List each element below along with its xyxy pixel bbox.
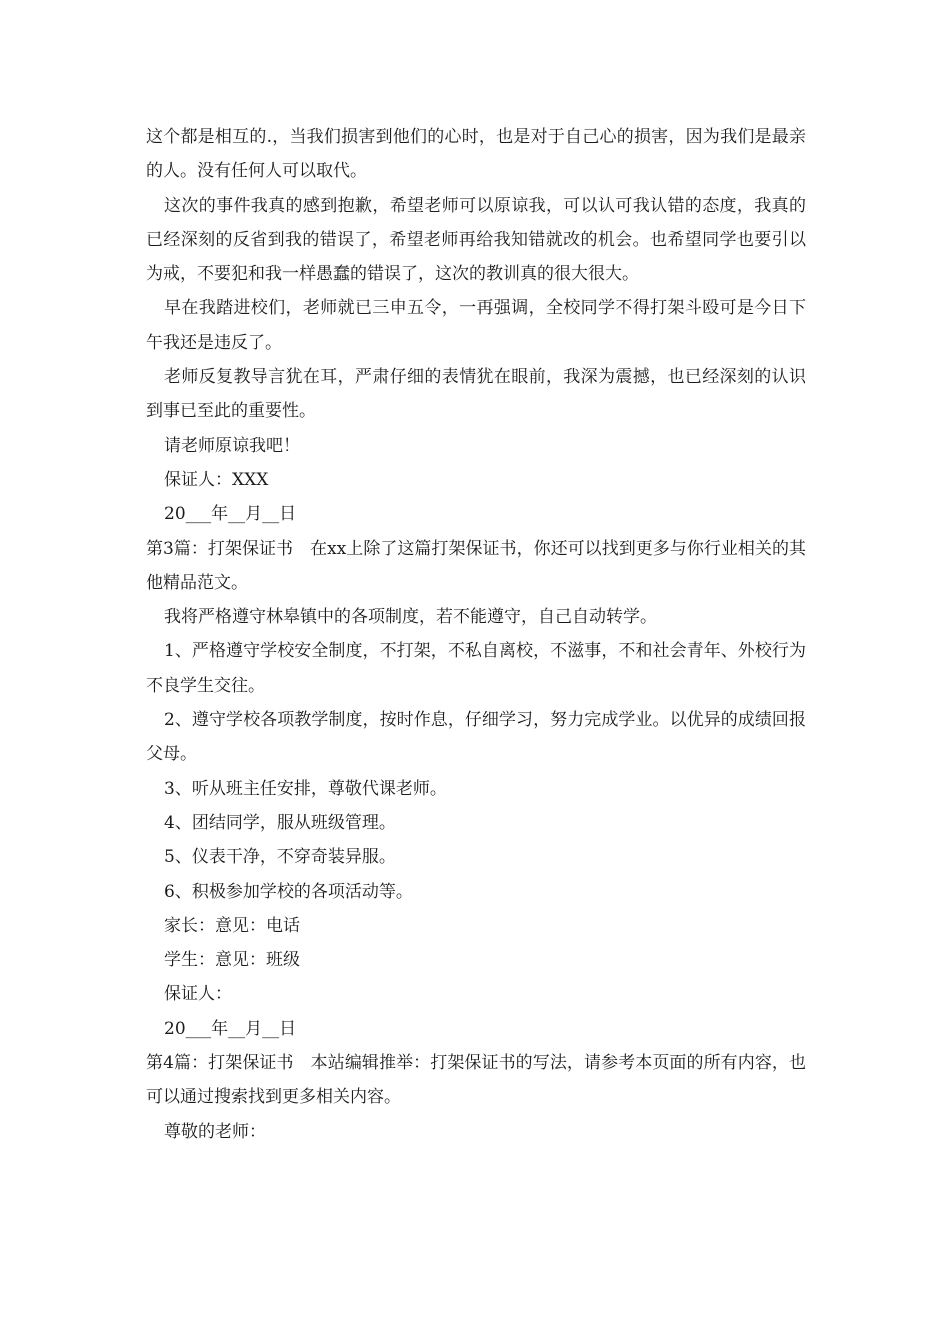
closing-line: 请老师原谅我吧！ — [164, 435, 300, 456]
paragraph: 早在我踏进校们，老师就已三申五令，一再强调，全校同学不得打架斗殴可是今日下午我还是违反了。 — [146, 298, 806, 353]
salutation-line: 尊敬的老师： — [164, 1121, 266, 1142]
list-item: 4、团结同学，服从班级管理。 — [164, 812, 396, 833]
list-item: 6、积极参加学校的各项活动等。 — [164, 881, 413, 902]
student-line: 学生：意见：班级 — [164, 950, 300, 971]
list-item: 5、仪表干净，不穿奇装异服。 — [164, 847, 396, 868]
paragraph: 这次的事件我真的感到抱歉，希望老师可以原谅我，可以认可我认错的态度，我真的已经深刻的反省到我的错误了，希望老师再给我知错就改的机会。也希望同学也要引以为戒，不要犯和我一样愚蠢的错误了，这次的教训真的很大很大。 — [146, 195, 806, 285]
document-body — [146, 120, 806, 1149]
guarantor-line: 保证人： — [164, 984, 232, 1005]
paragraph: 这个都是相互的.，当我们损害到他们的心时，也是对于自己心的损害，因为我们是最亲的人。没有任何人可以取代。 — [146, 127, 806, 182]
parent-line: 家长：意见：电话 — [164, 915, 300, 936]
list-item: 1、严格遵守学校安全制度，不打架，不私自离校，不滋事，不和社会青年、外校行为不良学生交往。 — [146, 641, 806, 696]
section-heading-4: 第4篇：打架保证书 本站编辑推举：打架保证书的写法，请参考本页面的所有内容，也可以通过搜索找到更多相关内容。 — [146, 1053, 806, 1108]
paragraph: 老师反复教导言犹在耳，严肃仔细的表情犹在眼前，我深为震撼，也已经深刻的认识到事已至此的重要性。 — [146, 367, 806, 422]
paragraph: 我将严格遵守林皋镇中的各项制度，若不能遵守，自己自动转学。 — [164, 607, 657, 628]
section-heading-3: 第3篇：打架保证书 在xx上除了这篇打架保证书，你还可以找到更多与你行业相关的其他精品范文。 — [146, 538, 806, 593]
list-item: 2、遵守学校各项教学制度，按时作息，仔细学习，努力完成学业。以优异的成绩回报父母。 — [146, 710, 806, 765]
date-line: 20___年__月__日 — [164, 504, 297, 525]
guarantor-line: 保证人：XXX — [164, 469, 269, 490]
date-line: 20___年__月__日 — [164, 1018, 297, 1039]
list-item: 3、听从班主任安排，尊敬代课老师。 — [164, 778, 447, 799]
